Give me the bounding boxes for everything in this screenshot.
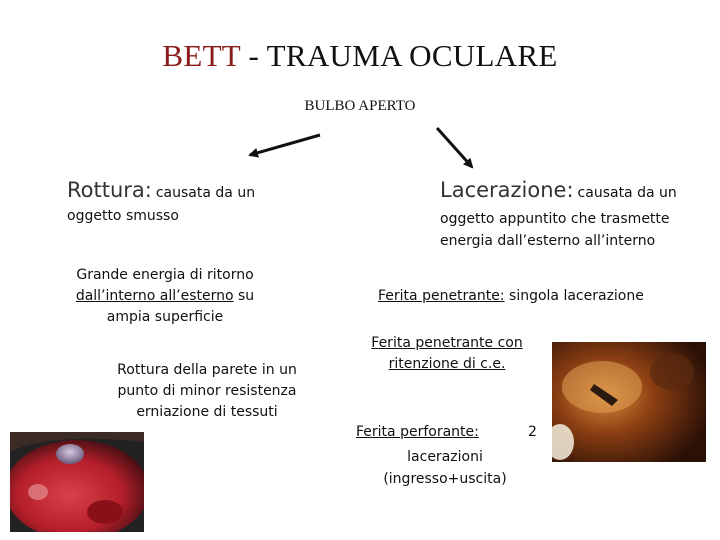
ferita-ritenzione bbox=[362, 333, 532, 375]
perforante-desc bbox=[370, 446, 520, 490]
penetrante-underlined: Ferita penetrante: bbox=[378, 288, 505, 304]
point1-line1: Grande energia di ritorno bbox=[76, 267, 254, 283]
title-rest: - TRAUMA OCULARE bbox=[240, 38, 558, 73]
ritenzione-line2: ritenzione di c.e. bbox=[388, 356, 506, 372]
perforante-line2: lacerazioni bbox=[407, 449, 483, 465]
ferita-perforante bbox=[356, 424, 516, 440]
point2-line2: punto di minor resistenza bbox=[117, 383, 297, 399]
point1-line2 bbox=[60, 286, 270, 307]
arrow-left bbox=[250, 135, 320, 155]
perforante-underlined: Ferita perforante: bbox=[356, 424, 479, 440]
rottura-point-energy bbox=[60, 265, 270, 328]
lacerazione-desc-block bbox=[440, 208, 720, 252]
rottura-desc: causata da un bbox=[155, 185, 256, 201]
ferita-penetrante bbox=[378, 288, 678, 304]
lacerazione-desc: causata da un bbox=[577, 185, 677, 201]
lacerazione-desc-3: energia dall’esterno all’interno bbox=[440, 233, 656, 249]
title-accent: BETT bbox=[162, 38, 241, 73]
right-heading bbox=[440, 178, 720, 202]
rottura-label: Rottura: bbox=[67, 178, 152, 202]
point1-rest: su bbox=[233, 288, 255, 304]
point1-line3: ampia superficie bbox=[106, 309, 224, 325]
eye-rupture-photo bbox=[10, 432, 144, 532]
lacerazione-label: Lacerazione: bbox=[440, 178, 574, 202]
point2-line1: Rottura della parete in un bbox=[117, 362, 297, 378]
arrow-right bbox=[437, 128, 472, 167]
lacerazione-desc-2: oggetto appuntito che trasmette bbox=[440, 211, 670, 227]
subtitle: BULBO APERTO bbox=[304, 98, 416, 114]
point2-line3: erniazione di tessuti bbox=[136, 404, 278, 420]
page-number: 2 bbox=[528, 424, 537, 440]
rottura-desc-2: oggetto smusso bbox=[67, 208, 179, 224]
rottura-point-wall bbox=[107, 360, 307, 423]
eye-foreign-body-photo bbox=[552, 342, 706, 462]
left-heading bbox=[67, 178, 367, 202]
ritenzione-line1: Ferita penetrante con bbox=[371, 335, 523, 351]
point1-underlined: dall’interno all’esterno bbox=[75, 288, 234, 304]
penetrante-rest: singola lacerazione bbox=[504, 288, 644, 304]
perforante-line3: (ingresso+uscita) bbox=[383, 471, 507, 487]
